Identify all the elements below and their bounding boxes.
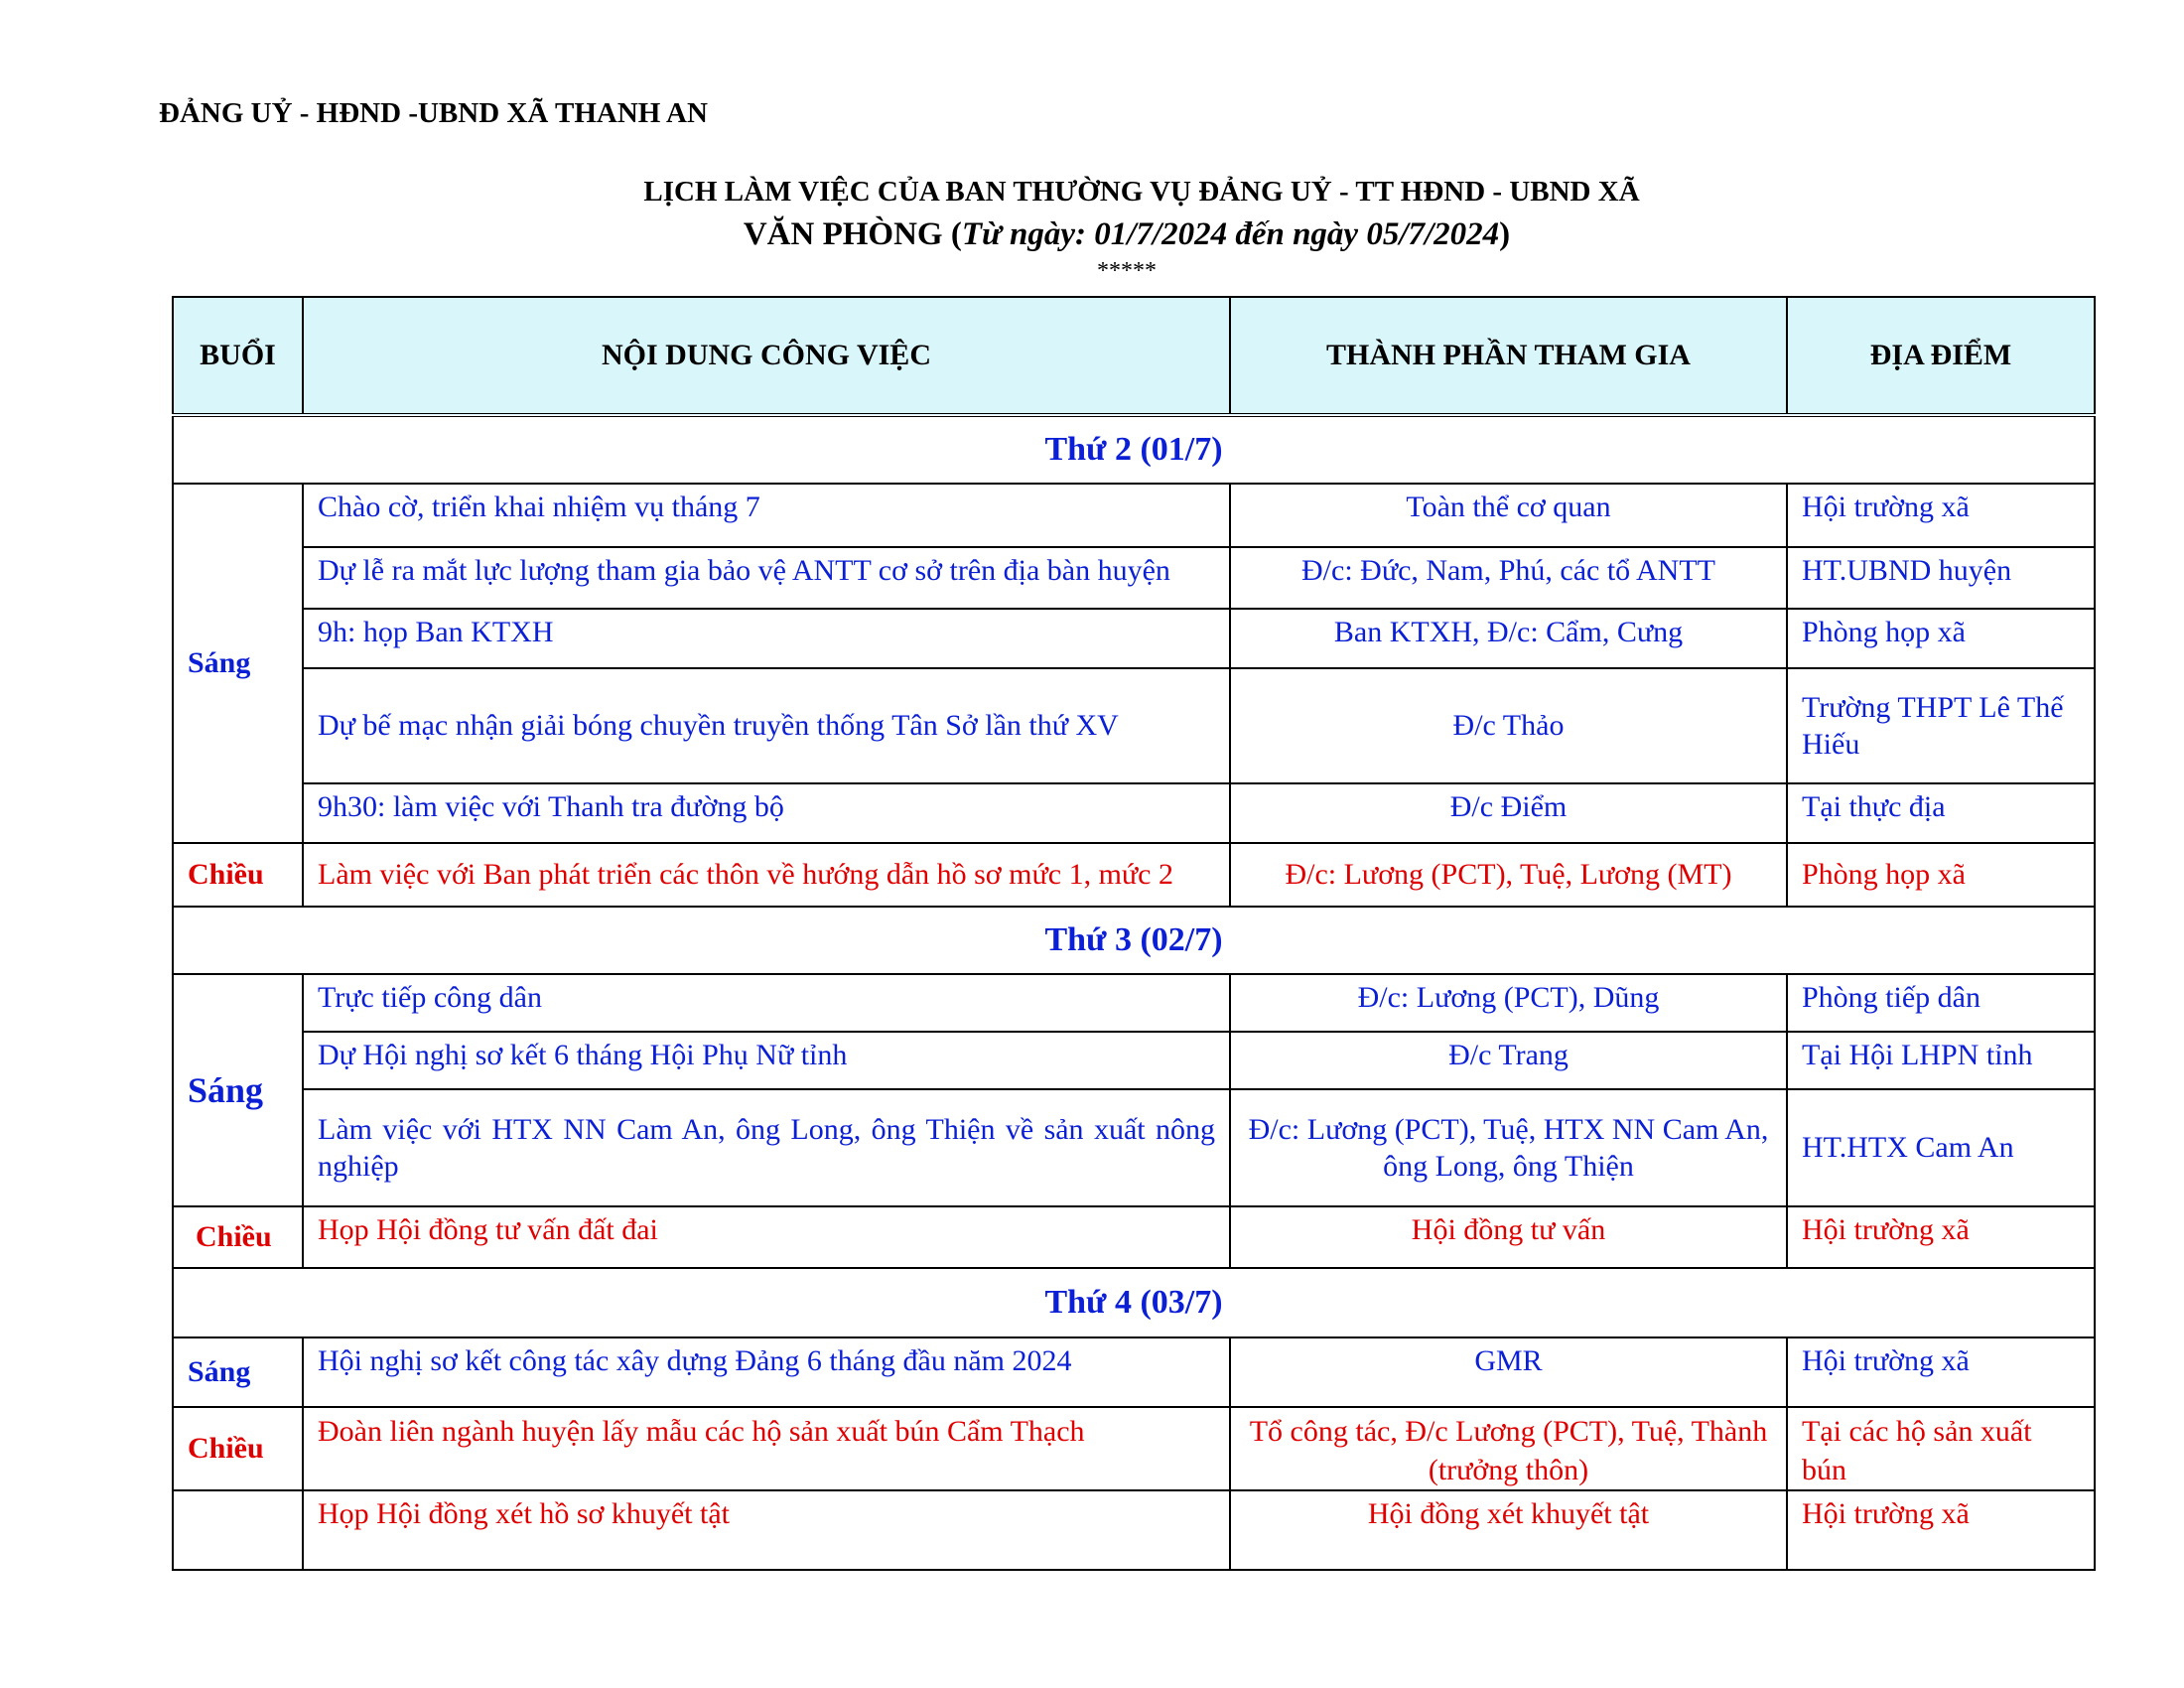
table-row [173, 843, 2095, 907]
place-cell: Hội trường xã [1787, 1206, 2095, 1268]
content-cell: Làm việc với HTX NN Cam An, ông Long, ông Thiện về sản xuất nông nghiệp [303, 1089, 1230, 1206]
participants-cell: Đ/c Trang [1230, 1032, 1787, 1089]
participants-cell: Đ/c: Lương (PCT), Dũng [1230, 974, 1787, 1032]
separator-stars: ***** [1097, 258, 1157, 284]
col-header-content: NỘI DUNG CÔNG VIỆC [303, 297, 1230, 415]
table-row [173, 547, 2095, 609]
subtitle-suffix: ) [1499, 216, 1511, 252]
day-row-wednesday [173, 1268, 2095, 1337]
day-label: Thứ 3 (02/7) [173, 907, 2095, 974]
place-cell: Tại các hộ sản xuất bún [1787, 1407, 2095, 1490]
date-range: Từ ngày: 01/7/2024 đến ngày 05/7/2024 [961, 216, 1500, 252]
session-morning: Sáng [173, 484, 303, 843]
place-cell: Hội trường xã [1787, 484, 2095, 547]
col-header-place: ĐỊA ĐIỂM [1787, 297, 2095, 415]
table-row [173, 1206, 2095, 1268]
content-cell: Dự lễ ra mắt lực lượng tham gia bảo vệ ANTT cơ sở trên địa bàn huyện [303, 547, 1230, 609]
participants-cell: Đ/c: Lương (PCT), Tuệ, HTX NN Cam An, ông Long, ông Thiện [1230, 1089, 1787, 1206]
table-row [173, 1407, 2095, 1490]
participants-cell: Toàn thể cơ quan [1230, 484, 1787, 547]
day-label: Thứ 4 (03/7) [173, 1268, 2095, 1337]
content-cell: Họp Hội đồng tư vấn đất đai [303, 1206, 1230, 1268]
place-cell: Phòng tiếp dân [1787, 974, 2095, 1032]
day-row-monday [173, 415, 2095, 484]
col-header-participants: THÀNH PHẦN THAM GIA [1230, 297, 1787, 415]
schedule-table [172, 296, 2096, 1571]
place-cell: Tại Hội LHPN tỉnh [1787, 1032, 2095, 1089]
table-row [173, 783, 2095, 843]
content-cell: Dự Hội nghị sơ kết 6 tháng Hội Phụ Nữ tỉnh [303, 1032, 1230, 1089]
session-empty [173, 1490, 303, 1570]
participants-cell: Đ/c Điểm [1230, 783, 1787, 843]
table-row [173, 484, 2095, 547]
session-afternoon: Chiều [173, 1206, 303, 1268]
table-header-row [173, 297, 2095, 415]
content-cell: Làm việc với Ban phát triển các thôn về hướng dẫn hồ sơ mức 1, mức 2 [303, 843, 1230, 907]
participants-cell: Đ/c Thảo [1230, 668, 1787, 783]
content-cell: Hội nghị sơ kết công tác xây dựng Đảng 6 tháng đầu năm 2024 [303, 1337, 1230, 1407]
content-cell: Dự bế mạc nhận giải bóng chuyền truyền thống Tân Sở lần thứ XV [303, 668, 1230, 783]
participants-cell: Đ/c: Lương (PCT), Tuệ, Lương (MT) [1230, 843, 1787, 907]
table-row [173, 1032, 2095, 1089]
place-cell: Phòng họp xã [1787, 609, 2095, 668]
table-row [173, 1337, 2095, 1407]
content-cell: 9h: họp Ban KTXH [303, 609, 1230, 668]
content-cell: Chào cờ, triển khai nhiệm vụ tháng 7 [303, 484, 1230, 547]
col-header-session: BUỔI [173, 297, 303, 415]
session-afternoon: Chiều [173, 1407, 303, 1490]
content-cell: Trực tiếp công dân [303, 974, 1230, 1032]
organization-name: ĐẢNG UỶ - HĐND -UBND XÃ THANH AN [159, 97, 708, 129]
table-row [173, 668, 2095, 783]
participants-cell: Hội đồng xét khuyết tật [1230, 1490, 1787, 1570]
place-cell: Tại thực địa [1787, 783, 2095, 843]
participants-cell: Tổ công tác, Đ/c Lương (PCT), Tuệ, Thành (trưởng thôn) [1230, 1407, 1787, 1490]
table-row [173, 609, 2095, 668]
subtitle-prefix: VĂN PHÒNG ( [743, 216, 962, 252]
content-cell: Họp Hội đồng xét hồ sơ khuyết tật [303, 1490, 1230, 1570]
content-cell: Đoàn liên ngành huyện lấy mẫu các hộ sản xuất bún Cẩm Thạch [303, 1407, 1230, 1490]
table-row [173, 1490, 2095, 1570]
session-morning: Sáng [173, 1337, 303, 1407]
participants-cell: Ban KTXH, Đ/c: Cẩm, Cưng [1230, 609, 1787, 668]
place-cell: HT.HTX Cam An [1787, 1089, 2095, 1206]
place-cell: Phòng họp xã [1787, 843, 2095, 907]
session-afternoon: Chiều [173, 843, 303, 907]
table-row [173, 974, 2095, 1032]
content-cell: 9h30: làm việc với Thanh tra đường bộ [303, 783, 1230, 843]
place-cell: Hội trường xã [1787, 1490, 2095, 1570]
place-cell: HT.UBND huyện [1787, 547, 2095, 609]
place-cell: Hội trường xã [1787, 1337, 2095, 1407]
day-row-tuesday [173, 907, 2095, 974]
schedule-subtitle [0, 216, 2184, 253]
session-morning: Sáng [173, 974, 303, 1206]
schedule-title: LỊCH LÀM VIỆC CỦA BAN THƯỜNG VỤ ĐẢNG UỶ - TT HĐND - UBND XÃ [643, 176, 1640, 208]
participants-cell: Đ/c: Đức, Nam, Phú, các tổ ANTT [1230, 547, 1787, 609]
day-label: Thứ 2 (01/7) [173, 415, 2095, 484]
participants-cell: GMR [1230, 1337, 1787, 1407]
place-cell: Trường THPT Lê Thế Hiếu [1787, 668, 2095, 783]
table-row [173, 1089, 2095, 1206]
participants-cell: Hội đồng tư vấn [1230, 1206, 1787, 1268]
